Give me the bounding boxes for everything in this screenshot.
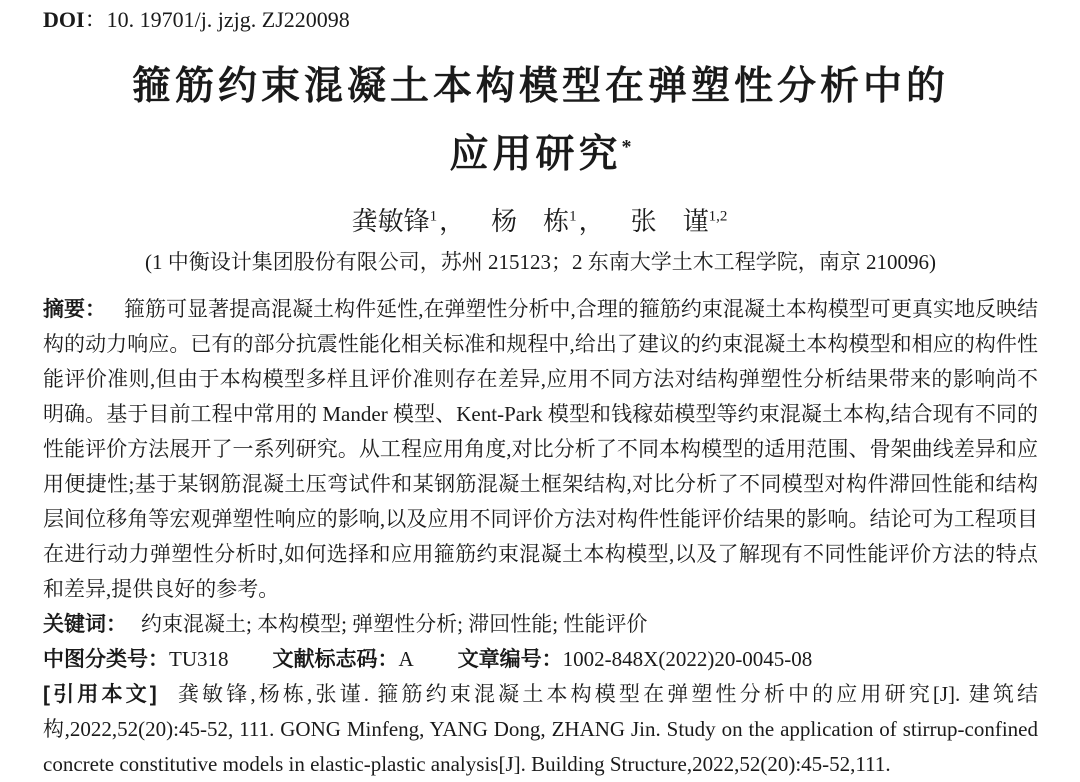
paper-title (43, 56, 1038, 185)
author-superscript: 1 (569, 208, 577, 224)
citation-label: [引用本文] (43, 682, 157, 706)
title-line-2 (43, 117, 1038, 185)
article-id-group (458, 647, 813, 671)
author-separator: ， (578, 206, 605, 236)
doc-code-group (273, 647, 414, 671)
citation-paragraph (43, 677, 1038, 782)
keywords-label: 关键词： (43, 612, 127, 636)
title-line-1 (43, 56, 1038, 117)
authors-line (43, 199, 1038, 239)
article-id-label: 文章编号： (457, 647, 563, 671)
article-id-value: 1002-848X(2022)20-0045-08 (562, 646, 813, 671)
title-line-2-text: 应用研究 (449, 133, 622, 176)
keywords-text: 约束混凝土; 本构模型; 弹塑性分析; 滞回性能; 性能评价 (141, 611, 648, 636)
author-name: 张 谨 (630, 206, 709, 236)
affiliation-text: (1 中衡设计集团股份有限公司，苏州 215123；2 东南大学土木工程学院，南京 210096) (145, 249, 936, 274)
clc-label: 中图分类号： (43, 647, 169, 671)
abstract-label: 摘要： (43, 297, 107, 321)
doi-line (43, 6, 1038, 34)
classification-line (43, 642, 1038, 677)
author-superscript: 1,2 (708, 208, 728, 224)
doc-code-value: A (398, 646, 414, 671)
author (491, 207, 605, 236)
doc-code-label: 文献标志码： (272, 647, 399, 671)
doi-separator: ： (84, 7, 107, 32)
clc-group (43, 647, 229, 671)
author-superscript: 1 (429, 208, 438, 224)
abstract-text: 箍筋可显著提高混凝土构件延性,在弹塑性分析中,合理的箍筋约束混凝土本构模型可更真实地反映结构的动力响应。已有的部分抗震性能化相关标准和规程中,给出了建议的约束混凝土本构模型和相应的构件性能评价准则,但由于本构模型多样且评价准则存在差异,应用不同方法对结构弹塑性分析结果带来的影响尚不明确。基于目前工程中常用的 Mander 模型、Kent-Park 模型和钱稼茹模型等约束混凝土本构,结合现有不同的性能评价方法展开了一系列研究。从工程应用角度,对比分析了不同本构模型的适用范围、骨架曲线差异和应用便捷性;基于某钢筋混凝土压弯试件和某钢筋混凝土框架结构,对比分析了不同模型对构件滞回性能和结构层间位移角等宏观弹塑性响应的影响,以及应用不同评价方法对构件性能评价结果的影响。结论可为工程项目在进行动力弹塑性分析时,如何选择和应用箍筋约束混凝土本构模型,以及了解现有不同性能评价方法的特点和差异,提供良好的参考。 (43, 296, 1039, 601)
keywords-line (43, 607, 1038, 642)
clc-value: TU318 (169, 646, 229, 671)
front-matter-block (43, 292, 1038, 782)
title-footnote-marker: * (621, 136, 632, 158)
author (352, 207, 466, 236)
doi-label: DOI (43, 7, 85, 32)
author-name: 龚敏锋 (351, 206, 430, 236)
doi-value: 10. 19701/j. jzjg. ZJ220098 (106, 7, 350, 32)
author (631, 207, 730, 236)
author-name: 杨 栋 (491, 206, 570, 236)
title-line-1-text: 箍筋约束混凝土本构模型在弹塑性分析中的 (131, 65, 949, 108)
author-separator: ， (439, 206, 466, 236)
affiliation-line (43, 247, 1038, 277)
citation-text: 龚敏锋,杨栋,张谨. 箍筋约束混凝土本构模型在弹塑性分析中的应用研究[J]. 建筑结构,2022,52(20):45-52, 111. GONG Minfeng, YANG Dong, ZHANG Jin. Study on the application of stirrup-confined concrete constitutive models in elastic-plastic analysis[J]. Building Structure,2022,52(20):45-52,111. (43, 681, 1038, 776)
abstract-paragraph (43, 292, 1038, 607)
